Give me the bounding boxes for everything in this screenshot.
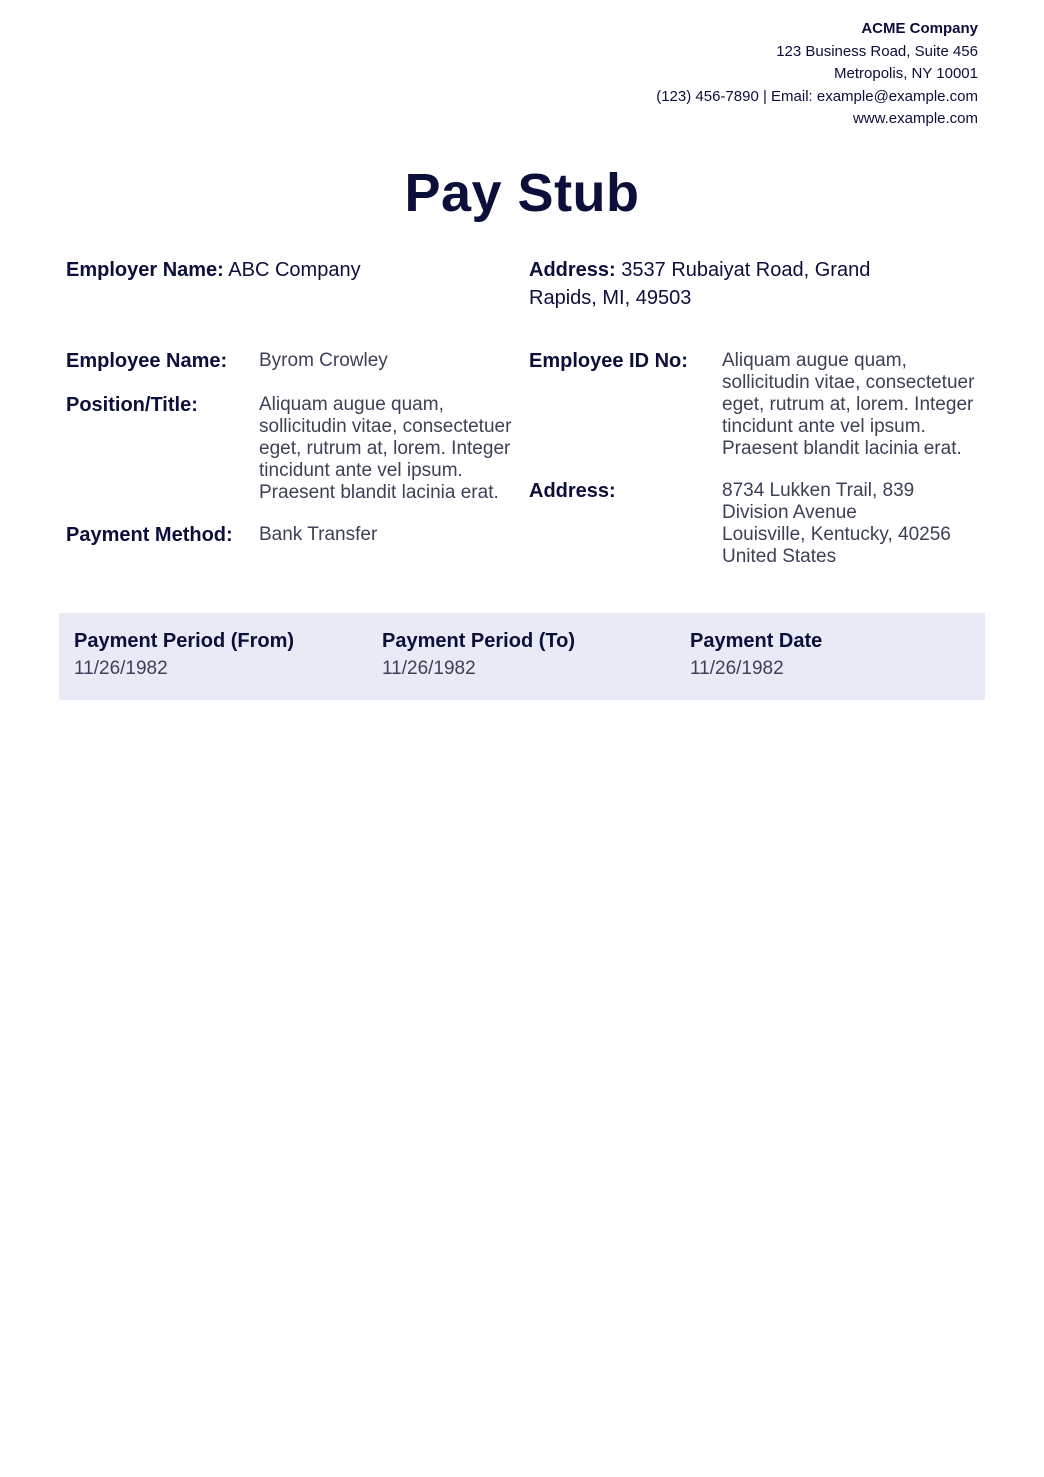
employer-name-value: ABC Company xyxy=(228,259,361,281)
employee-name-label: Employee Name: xyxy=(66,350,228,372)
company-contact: (123) 456-7890 | Email: example@example.com xyxy=(656,87,978,105)
company-name: ACME Company xyxy=(861,20,978,37)
employee-name-field xyxy=(66,348,529,374)
company-address-line1: 123 Business Road, Suite 456 xyxy=(776,42,978,60)
payment-date-label: Payment Date xyxy=(690,630,823,652)
employer-section xyxy=(66,256,978,312)
payment-method-field xyxy=(66,522,529,548)
period-to xyxy=(367,613,675,700)
employee-id-label: Employee ID No: xyxy=(529,350,688,372)
employer-address-value: 3537 Rubaiyat Road, Grand Rapids, MI, 49503 xyxy=(529,259,871,309)
company-address-line2: Metropolis, NY 10001 xyxy=(834,65,978,82)
employee-details xyxy=(66,348,978,586)
company-website: www.example.com xyxy=(852,110,978,127)
employee-details-left xyxy=(66,348,529,586)
employee-id-value: Aliquam augue quam, sollicitudin vitae, consectetuer eget, rutrum at, lorem. Integer tincidunt ante vel ipsum. Praesent blandit lacinia erat. xyxy=(722,350,975,459)
payment-method-value: Bank Transfer xyxy=(259,524,378,545)
employee-address-label: Address: xyxy=(529,480,616,502)
company-info xyxy=(558,18,978,131)
employer-name xyxy=(66,256,529,312)
employer-address-label: Address: xyxy=(529,259,616,281)
position-value: Aliquam augue quam, sollicitudin vitae, consectetuer eget, rutrum at, lorem. Integer tincidunt ante vel ipsum. Praesent blandit lacinia erat. xyxy=(259,394,512,503)
payment-method-label: Payment Method: xyxy=(66,524,233,546)
payment-date-value: 11/26/1982 xyxy=(690,658,784,679)
period-from-value: 11/26/1982 xyxy=(74,658,168,679)
employee-name-value: Byrom Crowley xyxy=(259,350,388,371)
period-to-value: 11/26/1982 xyxy=(382,658,476,679)
employer-name-label: Employer Name: xyxy=(66,259,224,281)
employer-address xyxy=(529,256,889,312)
payment-date xyxy=(675,613,983,700)
employee-id-field xyxy=(529,348,978,460)
period-from-label: Payment Period (From) xyxy=(74,630,295,652)
period-to-label: Payment Period (To) xyxy=(382,630,575,652)
employee-address-value: 8734 Lukken Trail, 839 Division Avenue Louisville, Kentucky, 40256 United States xyxy=(722,480,951,567)
period-from xyxy=(59,613,367,700)
position-field xyxy=(66,392,529,504)
page-title: Pay Stub xyxy=(404,163,640,223)
employee-details-right xyxy=(529,348,978,586)
employee-address-field xyxy=(529,478,978,568)
payment-periods xyxy=(59,613,985,700)
position-label: Position/Title: xyxy=(66,394,198,416)
